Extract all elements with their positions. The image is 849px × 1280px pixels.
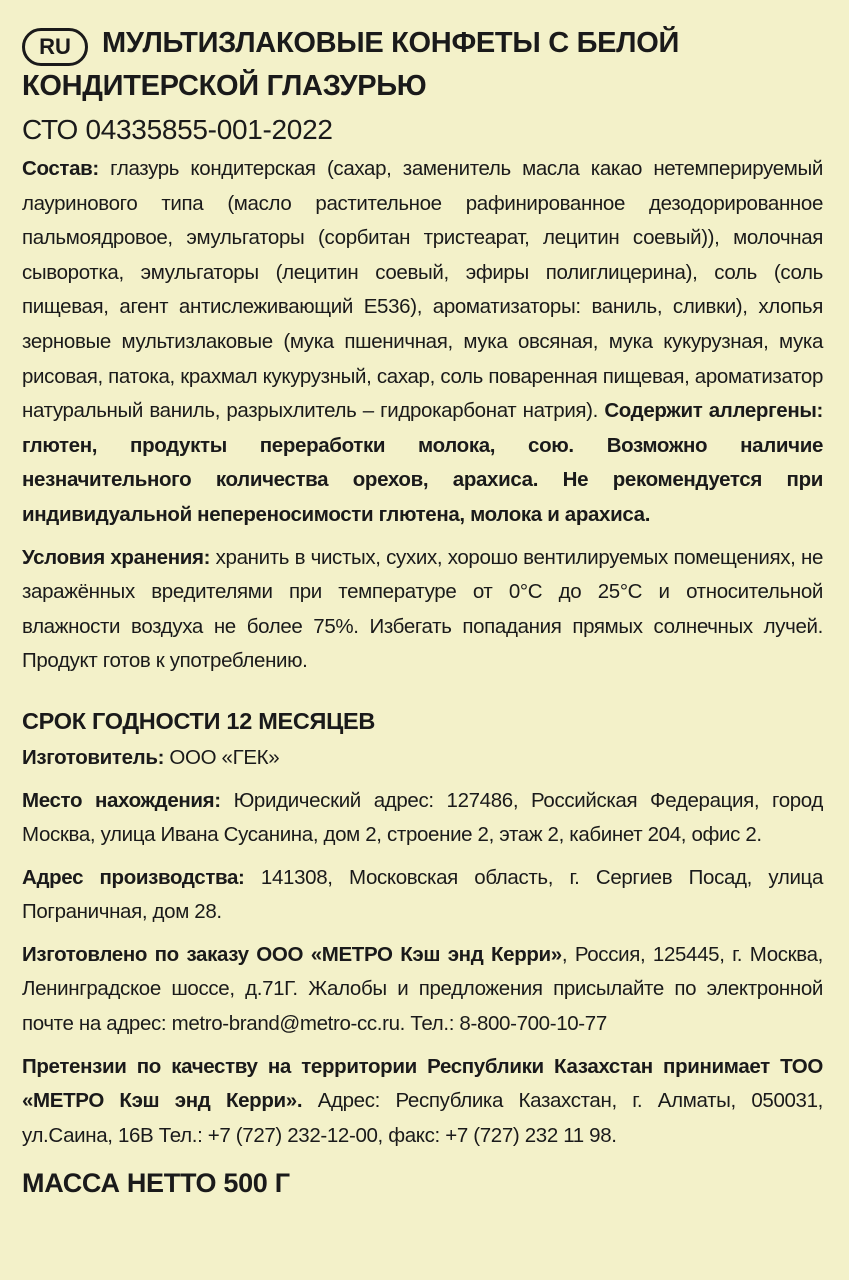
product-title-line1: МУЛЬТИЗЛАКОВЫЕ КОНФЕТЫ С БЕЛОЙ — [102, 27, 680, 59]
composition-text: глазурь кондитерская (сахар, заменитель масла какао нетемперируемый лауринового типа (масло растительное рафинированное дезодорированное пальмоядровое, эмульгаторы (сорбитан тристеарат, лецитин соевый)), молочная сыворотка, эмульгаторы (лецитин соевый, эфиры полиглицерина), соль (соль пищевая, агент антислеживающий Е536), ароматизаторы: ваниль, сливки), хлопья зерновые мультизлаковые (мука пшеничная, мука овсяная, мука кукурузная, мука рисовая, патока, крахмал кукурузный, сахар, соль поваренная пищевая, ароматизатор натуральный ваниль, разрыхлитель – гидрокарбонат натрия). — [22, 157, 823, 423]
storage-label: Условия хранения: — [22, 545, 211, 569]
net-weight: МАССА НЕТТО 500 Г — [22, 1168, 290, 1199]
standard-code: СТО 04335855-001-2022 — [22, 114, 333, 145]
ordered-by-text: , Россия, 125445, г. Москва, Ленинградское шоссе, д.71Г. Жалобы и предложения присылайте по электронной почте на адрес: metro-brand@metro-cc.ru. Тел.: 8-800-700-10-77 — [22, 942, 823, 1036]
ordered-by-label: Изготовлено по заказу ООО «МЕТРО Кэш энд Керри» — [22, 942, 562, 966]
shelf-life: СРОК ГОДНОСТИ 12 МЕСЯЦЕВ — [22, 707, 376, 734]
production-address-paragraph — [22, 861, 823, 930]
kazakhstan-text: Адрес: Республика Казахстан, г. Алматы, 050031, ул.Саина, 16В Тел.: +7 (727) 232-12-00, факс: +7 (727) 232 11 98. — [22, 1089, 823, 1147]
storage-paragraph — [22, 541, 823, 679]
location-paragraph — [22, 784, 823, 853]
production-address-label: Адрес производства: — [22, 865, 245, 889]
location-label: Место нахождения: — [22, 788, 221, 812]
kazakhstan-paragraph — [22, 1050, 823, 1154]
location-text: Юридический адрес: 127486, Российская Федерация, город Москва, улица Ивана Сусанина, дом 2, строение 2, этаж 2, кабинет 204, офис 2. — [22, 788, 824, 847]
kazakhstan-label: Претензии по качеству на территории Республики Казахстан принимает ТОО «МЕТРО Кэш энд Керри». — [22, 1054, 823, 1113]
ordered-by-paragraph — [22, 938, 823, 1042]
manufacturer-paragraph — [22, 741, 823, 776]
composition-paragraph — [22, 152, 823, 533]
composition-label: Состав: — [22, 157, 99, 180]
storage-text: хранить в чистых, сухих, хорошо вентилируемых помещениях, не заражённых вредителями при температуре от 0°C до 25°C и относительной влажности воздуха не более 75%. Избегать попадания прямых солнечных лучей. Продукт готов к употреблению. — [22, 545, 823, 673]
language-badge: RU — [22, 28, 88, 66]
allergens-text: Содержит аллергены: глютен, продукты переработки молока, сою. Возможно наличие незначительного количества орехов, арахиса. Не рекомендуется при индивидуальной непереносимости глютена, молока и арахиса. — [22, 399, 824, 526]
manufacturer-text: ООО «ГЕК» — [164, 745, 280, 769]
production-address-text: 141308, Московская область, г. Сергиев Посад, улица Пограничная, дом 28. — [22, 865, 823, 924]
manufacturer-label: Изготовитель: — [22, 745, 165, 769]
title-row — [22, 22, 823, 66]
product-title-line2: КОНДИТЕРСКОЙ ГЛАЗУРЬЮ — [22, 70, 427, 102]
